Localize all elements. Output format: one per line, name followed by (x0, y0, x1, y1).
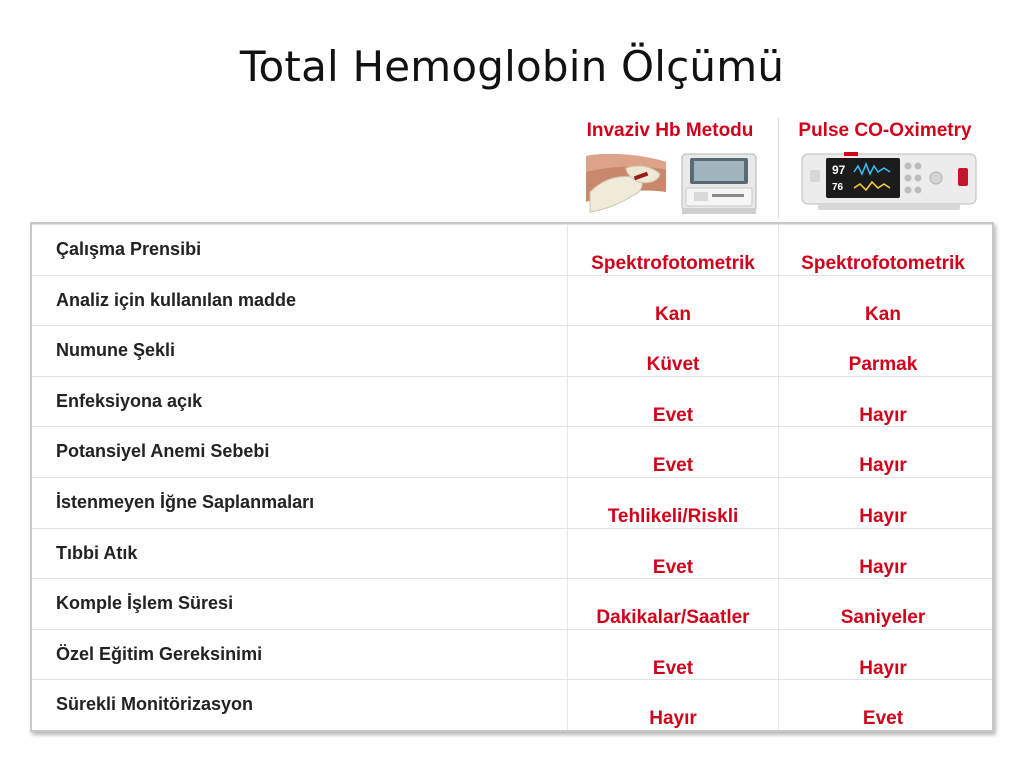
invaziv-value: Hayır (649, 708, 697, 730)
blood-analyzer-image (586, 148, 762, 216)
invaziv-value: Küvet (646, 354, 700, 376)
pulse-value: Evet (862, 708, 904, 730)
invaziv-value: Spektrofotometrik (591, 253, 755, 274)
table-row (32, 325, 992, 376)
invaziv-value: Kan (655, 303, 691, 325)
column-header-invaziv: Invaziv Hb Metodu (586, 120, 754, 141)
invaziv-value: Dakikalar/Saatler (596, 607, 750, 629)
row-label: Potansiyel Anemi Sebebi (56, 441, 270, 462)
header-divider (778, 118, 779, 218)
table-row (32, 528, 992, 579)
table-row (32, 224, 992, 275)
pulse-value: Hayır (859, 657, 907, 679)
device-reading-top: 97 (832, 163, 846, 177)
row-label: Sürekli Monitörizasyon (56, 694, 254, 715)
table-row (32, 275, 992, 326)
pulse-co-oximeter-image (796, 150, 982, 214)
invaziv-value: Tehlikeli/Riskli (607, 506, 739, 527)
row-label: Numune Şekli (56, 340, 176, 361)
row-label: Tıbbi Atık (56, 542, 138, 563)
table-row (32, 578, 992, 629)
pulse-value: Hayır (859, 506, 907, 527)
row-label: Özel Eğitim Gereksinimi (56, 643, 263, 664)
column-header-pulse: Pulse CO-Oximetry (798, 120, 972, 141)
invaziv-value: Evet (652, 404, 694, 426)
table-row (32, 629, 992, 680)
invaziv-value: Evet (652, 455, 694, 477)
table-row (32, 426, 992, 477)
table-row (32, 679, 992, 730)
comparison-table (30, 222, 994, 732)
pulse-value: Hayır (859, 404, 907, 426)
row-label: Analiz için kullanılan madde (56, 289, 297, 310)
device-reading-bottom: 76 (832, 182, 844, 193)
row-label: Enfeksiyona açık (56, 390, 203, 411)
row-label: Çalışma Prensibi (56, 239, 202, 259)
invaziv-value: Evet (652, 657, 694, 679)
pulse-value: Parmak (848, 354, 918, 376)
table-row (32, 477, 992, 528)
pulse-value: Hayır (859, 556, 907, 578)
row-label: İstenmeyen İğne Saplanmaları (56, 492, 315, 512)
table-row (32, 376, 992, 427)
pulse-value: Kan (865, 303, 901, 325)
invaziv-value: Evet (652, 556, 694, 578)
pulse-value: Saniyeler (840, 607, 926, 629)
pulse-value: Spektrofotometrik (801, 253, 965, 274)
page-title: Total Hemoglobin Ölçümü (239, 42, 785, 91)
row-label: Komple İşlem Süresi (56, 593, 234, 614)
pulse-value: Hayır (859, 455, 907, 477)
